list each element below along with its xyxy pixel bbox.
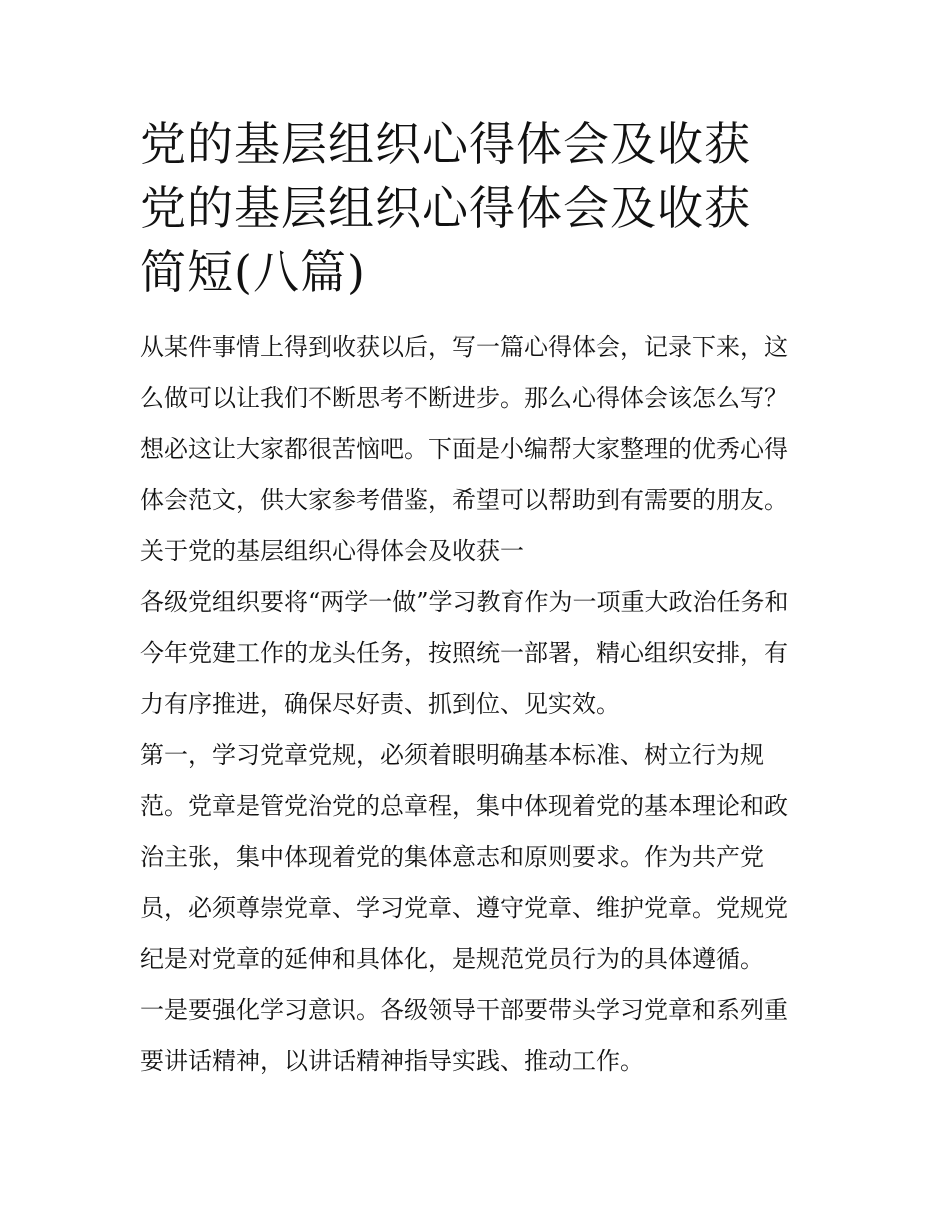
text-line: 范。党章是管党治党的总章程，集中体现着党的基本理论和政 — [140, 792, 788, 820]
title-line: 党的基层组织心得体会及收获 — [140, 117, 751, 171]
text-line: 一是要强化学习意识。各级领导干部要带头学习党章和系列重 — [140, 996, 788, 1024]
title-line: 简短(八篇) — [140, 245, 366, 299]
text-line: 从某件事情上得到收获以后，写一篇心得体会，记录下来，这 — [140, 333, 788, 361]
text-line: 么做可以让我们不断思考不断进步。那么心得体会该怎么写？ — [140, 384, 788, 412]
text-line: 第一，学习党章党规，必须着眼明确基本标准、树立行为规 — [140, 741, 764, 769]
body-paragraph — [140, 577, 815, 730]
text-line: 今年党建工作的龙头任务，按照统一部署，精心组织安排，有 — [140, 639, 788, 667]
body-paragraph — [140, 985, 815, 1087]
document-title — [140, 112, 815, 304]
section-heading — [140, 526, 815, 577]
text-line: 关于党的基层组织心得体会及收获一 — [140, 537, 524, 565]
body-paragraph — [140, 730, 815, 985]
document-body — [140, 322, 815, 1087]
text-line: 纪是对党章的延伸和具体化，是规范党员行为的具体遵循。 — [140, 945, 764, 973]
text-line: 治主张，集中体现着党的集体意志和原则要求。作为共产党 — [140, 843, 764, 871]
text-line: 体会范文，供大家参考借鉴，希望可以帮助到有需要的朋友。 — [140, 486, 788, 514]
text-line: 想必这让大家都很苦恼吧。下面是小编帮大家整理的优秀心得 — [140, 435, 788, 463]
intro-paragraph — [140, 322, 815, 526]
text-line: 要讲话精神，以讲话精神指导实践、推动工作。 — [140, 1047, 644, 1075]
text-line: 各级党组织要将“两学一做”学习教育作为一项重大政治任务和 — [140, 588, 789, 616]
document-page — [140, 112, 815, 1087]
text-line: 员，必须尊崇党章、学习党章、遵守党章、维护党章。党规党 — [140, 894, 788, 922]
text-line: 力有序推进，确保尽好责、抓到位、见实效。 — [140, 690, 620, 718]
title-line: 党的基层组织心得体会及收获 — [140, 181, 751, 235]
